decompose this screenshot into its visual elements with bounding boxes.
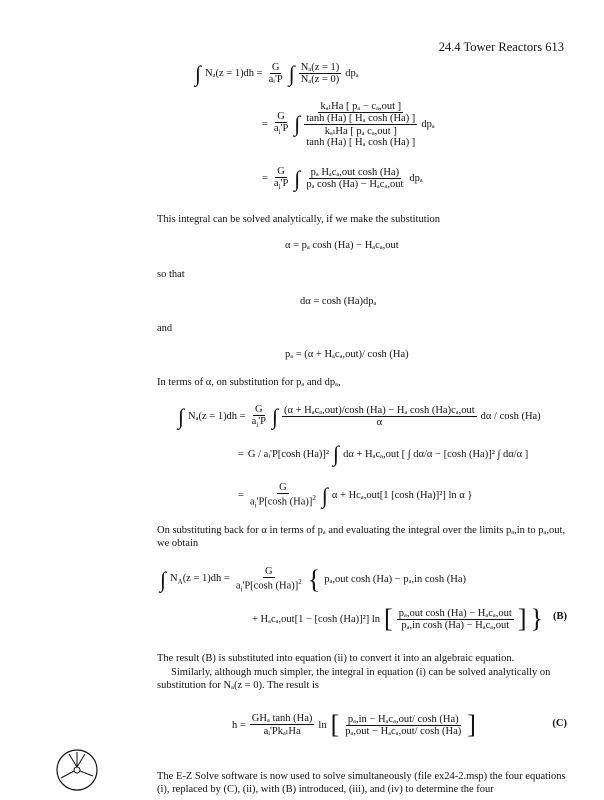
equation-b-log-prefix: + Hₐcₐ,out[1 − [cosh (Ha)]²] ln bbox=[252, 613, 381, 625]
equation-1-lhs: Nₐ(z = 1)dh = bbox=[205, 68, 263, 79]
fraction: $\frac{G}{a_i'P[\cosh (Ha)]^2}$ bbox=[235, 566, 302, 594]
equation-tag-c: (C) bbox=[552, 718, 567, 729]
equation-b-term: pₐ,out cosh (Ha) − pₐ,in cosh (Ha) bbox=[324, 574, 466, 586]
differential: dpₐ bbox=[421, 118, 435, 130]
denominator: tanh (Ha) [ Hₐ cosh (Ha) ] bbox=[306, 113, 416, 124]
denominator-numerator: kₐₗHa [ pₐ cₐ,out ] bbox=[324, 126, 397, 137]
differential: dpₐ bbox=[409, 173, 423, 185]
numerator: (α + Hₐcₐ,out)/cosh (Ha) − Hₐ cosh (Ha)cₐ,out bbox=[284, 405, 475, 417]
equation-dalpha: dα = cosh (Ha)dpₐ bbox=[300, 296, 377, 307]
fraction: $\frac{G}{a_i'P}$ bbox=[273, 111, 289, 137]
equation-2: = $\frac{G}{a_i'P}$ ∫ kₐₗHa [ pₐ − cₐ,out ] tanh (Ha) [ Hₐ cosh (Ha) ] kₐₗHa [ pₐ cₐ,out ] tanh (Ha) [ Hₐ cosh (Ha) ] dpₐ bbox=[262, 101, 435, 148]
equation-3: = $\frac{G}{a_i'P}$ ∫ $\frac{\text{pₐ Hₐcₐ,out cosh (Ha)}}{\text{pₐ cosh (Ha) − Hₐcₐ,out}}$ dpₐ bbox=[262, 165, 423, 192]
integral-symbol: ∫ bbox=[294, 111, 301, 136]
numerator: Nₐ(z = 1) bbox=[300, 62, 340, 73]
integral-symbol: ∫ bbox=[195, 60, 202, 86]
integral-symbol: ∫ bbox=[333, 441, 340, 466]
fraction: $\frac{G}{a_i'P}$ bbox=[273, 166, 289, 192]
denominator: pₐ,out − Hₐcₐ,out/ cosh (Ha) bbox=[345, 725, 462, 737]
numerator: kₐₗHa [ pₐ − cₐ,out ] bbox=[320, 101, 402, 112]
paragraph: This integral can be solved analytically, if we make the substitution bbox=[157, 214, 441, 225]
equation-5-body: dα + Hₐcₐ,out [ ∫ dα/α − [cosh (Ha)]² ∫ dα/α ] bbox=[343, 448, 529, 460]
paragraph: The E-Z Solve software is now used to solve simultaneously (file ex24-2.msp) the four equations (i), replaced by (C), (ii), with (B) introduced, (iii), and (iv) to determine the four bbox=[157, 771, 566, 795]
fraction bbox=[267, 62, 285, 85]
equation-b-line-1: ∫ $N_A(z = 1)dh$ = $\frac{G}{a_i'P[\cosh (Ha)]^2}$ { pₐ,out cosh (Ha) − pₐ,in cosh (Ha) bbox=[160, 564, 466, 594]
differential: dα / cosh (Ha) bbox=[480, 411, 541, 423]
log-operator: ln bbox=[318, 719, 327, 731]
equation-tag-b: (B) bbox=[553, 611, 567, 622]
equation-6: = $\frac{G}{a_i'P[\cosh (Ha)]^2}$ ∫ α + Hcₐ,out[1 [cosh (Ha)]²] ln α } bbox=[238, 482, 473, 510]
paragraph: The result (B) is substituted into equation (ii) to convert it into an algebraic equation. bbox=[157, 653, 515, 664]
fraction bbox=[250, 713, 315, 737]
denominator: aᵢ'PkₐₗHa bbox=[263, 726, 301, 737]
equation-substitution: α = pₐ cosh (Ha) − Hₐcₐ,out bbox=[285, 240, 399, 251]
differential: dpₐ bbox=[345, 68, 359, 79]
running-head: 24.4 Tower Reactors 613 bbox=[438, 40, 564, 54]
fraction bbox=[397, 608, 514, 631]
equation-6-body: α + Hcₐ,out[1 [cosh (Ha)]²] ln α } bbox=[331, 490, 473, 502]
fraction bbox=[299, 62, 342, 85]
fraction: $\frac{G}{a_i'P[\cosh (Ha)]^2}$ bbox=[249, 482, 316, 510]
equation-c: h = $\frac{\text{GHₐ tanh (Ha)}}{\text{aᵢ'PkₐₗHa}}$ ln [ $\frac{\text{pₐ,in − Hₐcₐ,out/ cosh (Ha)}}{\text{pₐ,out − Hₐcₐ,out/ cosh (Ha)}}$ ] bbox=[232, 710, 476, 739]
equation-4 bbox=[178, 404, 541, 429]
fraction bbox=[304, 167, 405, 190]
fraction bbox=[304, 100, 417, 148]
equation-b-line-2: + Hₐcₐ,out[1 − [cosh (Ha)]²] ln [ $\frac{\text{pₐ,out cosh (Ha) − Hₐcₐ,out}}{\text{pₐ,in cosh (Ha) − Hₐcₐ,out}}$ ] } bbox=[252, 604, 543, 633]
integral-symbol: ∫ bbox=[178, 403, 185, 429]
equation-5: = G / aᵢ'P[cosh (Ha)]² ∫ dα + Hₐcₐ,out [ ∫ dα/α − [cosh (Ha)]² ∫ dα/α ] bbox=[238, 441, 529, 466]
denominator: pₐ cosh (Ha) − Hₐcₐ,out bbox=[306, 179, 404, 191]
denominator-denominator: tanh (Ha) [ Hₐ cosh (Ha) ] bbox=[306, 137, 416, 148]
fraction bbox=[282, 405, 477, 428]
equation-pa: pₐ = (α + Hₐcₐ,out)/ cosh (Ha) bbox=[285, 349, 409, 360]
software-cd-icon bbox=[55, 748, 99, 792]
fraction: $\frac{G}{a_i'P}$ bbox=[251, 404, 266, 430]
fraction bbox=[343, 714, 463, 737]
numerator: pₐ,out cosh (Ha) − Hₐcₐ,out bbox=[398, 607, 512, 619]
paragraph: and bbox=[157, 323, 173, 334]
denominator: aᵢ'P bbox=[268, 74, 283, 85]
integral-symbol: ∫ bbox=[294, 165, 301, 191]
paragraph: On substituting back for α in terms of pₐ and evaluating the integral over the limits pₐ,in to pₐ,out, we obtain bbox=[157, 525, 566, 549]
equation-4-lhs: Nₐ(z = 1)dh = bbox=[188, 411, 246, 423]
integral-symbol: ∫ bbox=[160, 566, 167, 592]
denominator: pₐ,in cosh (Ha) − Hₐcₐ,out bbox=[401, 619, 510, 631]
equation-c-lhs: h = bbox=[232, 719, 246, 731]
paragraph: Similarly, although much simpler, the integral in equation (i) can be solved analytically on substitution for Nₐ(z = 0). The result is bbox=[157, 667, 551, 691]
integral-symbol: ∫ bbox=[321, 482, 328, 508]
integral-symbol: ∫ bbox=[271, 403, 278, 429]
numerator: G bbox=[271, 62, 280, 73]
denominator: α bbox=[376, 417, 383, 429]
numerator: GHₐ tanh (Ha) bbox=[251, 713, 313, 724]
denominator: Nₐ(z = 0) bbox=[300, 74, 340, 85]
integral-symbol: ∫ bbox=[288, 60, 295, 86]
equation-1 bbox=[195, 62, 359, 85]
equation-5-prefactor: G / aᵢ'P[cosh (Ha)]² bbox=[247, 448, 330, 460]
numerator: pₐ,in − Hₐcₐ,out/ cosh (Ha) bbox=[347, 713, 459, 725]
numerator: pₐ Hₐcₐ,out cosh (Ha) bbox=[310, 167, 400, 179]
paragraph: In terms of α, on substitution for pₐ and dpₐ, bbox=[157, 377, 341, 388]
paragraph: so that bbox=[157, 269, 185, 280]
